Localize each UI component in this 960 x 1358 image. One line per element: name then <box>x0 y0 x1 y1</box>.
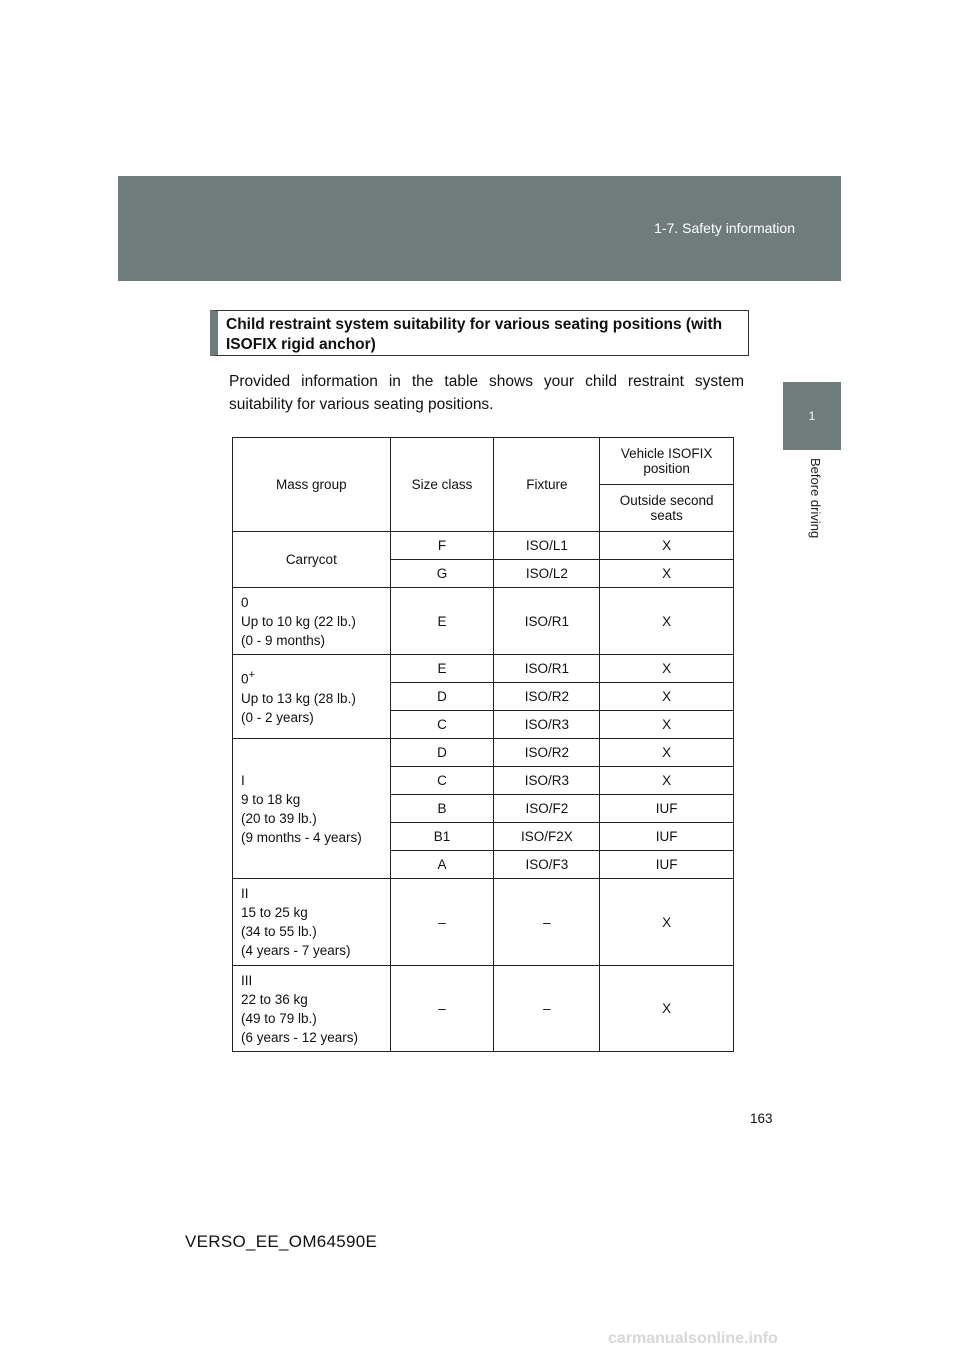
position-cell: X <box>600 683 734 711</box>
fixture-cell: ISO/R2 <box>494 683 600 711</box>
position-cell: X <box>600 767 734 795</box>
watermark: carmanualsonline.info <box>608 1330 778 1347</box>
position-cell: X <box>600 966 734 1052</box>
size-class-cell: E <box>390 655 494 683</box>
mass-group-cell: 0 Up to 10 kg (22 lb.) (0 - 9 months) <box>233 588 391 655</box>
page-number: 163 <box>750 1111 773 1126</box>
mass-group-main: 0 <box>241 671 249 687</box>
mass-group-cell: Carrycot <box>233 532 391 588</box>
position-cell: X <box>600 560 734 588</box>
section-heading: Child restraint system suitability for various seating positions (with ISOFIX rigid anchor) <box>210 310 749 356</box>
chapter-tab[interactable]: 1 <box>783 382 841 450</box>
position-cell: X <box>600 711 734 739</box>
table-row <box>233 966 734 1052</box>
size-class-cell: A <box>390 851 494 879</box>
header-fixture: Fixture <box>494 438 600 532</box>
mass-group-sup: + <box>248 669 256 682</box>
table-row <box>233 655 734 683</box>
size-class-cell: D <box>390 683 494 711</box>
chapter-label: Before driving <box>808 458 823 539</box>
fixture-cell: ISO/R1 <box>494 588 600 655</box>
position-cell: X <box>600 532 734 560</box>
mass-group-cell: III 22 to 36 kg (49 to 79 lb.) (6 years - 12 years) <box>233 966 391 1052</box>
position-cell: X <box>600 879 734 966</box>
size-class-cell: G <box>390 560 494 588</box>
intro-paragraph: Provided information in the table shows your child restraint system suitability for various seating positions. <box>229 373 744 413</box>
fixture-cell: ISO/F3 <box>494 851 600 879</box>
mass-group-cell: II 15 to 25 kg (34 to 55 lb.) (4 years - 7 years) <box>233 879 391 966</box>
fixture-cell: – <box>494 879 600 966</box>
fixture-cell: ISO/L2 <box>494 560 600 588</box>
size-class-cell: – <box>390 879 494 966</box>
section-title-header: 1-7. Safety information <box>654 220 795 236</box>
header-vehicle-position: Vehicle ISOFIX position <box>600 438 734 485</box>
position-cell: IUF <box>600 795 734 823</box>
document-code: VERSO_EE_OM64590E <box>185 1232 378 1251</box>
mass-group-cell: I 9 to 18 kg (20 to 39 lb.) (9 months - 4 years) <box>233 739 391 879</box>
fixture-cell: ISO/R3 <box>494 767 600 795</box>
size-class-cell: B1 <box>390 823 494 851</box>
size-class-cell: – <box>390 966 494 1052</box>
position-cell: X <box>600 655 734 683</box>
fixture-cell: ISO/F2 <box>494 795 600 823</box>
mass-group-detail: Up to 13 kg (28 lb.) (0 - 2 years) <box>241 690 356 725</box>
position-cell: X <box>600 739 734 767</box>
size-class-cell: C <box>390 711 494 739</box>
size-class-cell: C <box>390 767 494 795</box>
size-class-cell: F <box>390 532 494 560</box>
position-cell: IUF <box>600 823 734 851</box>
table-header-row <box>233 438 734 485</box>
header-size-class: Size class <box>390 438 494 532</box>
fixture-cell: – <box>494 966 600 1052</box>
fixture-cell: ISO/R1 <box>494 655 600 683</box>
size-class-cell: D <box>390 739 494 767</box>
fixture-cell: ISO/L1 <box>494 532 600 560</box>
table-row <box>233 532 734 560</box>
fixture-cell: ISO/R2 <box>494 739 600 767</box>
isofix-suitability-table <box>232 437 734 1052</box>
header-band <box>118 176 841 281</box>
size-class-cell: B <box>390 795 494 823</box>
fixture-cell: ISO/F2X <box>494 823 600 851</box>
table-row <box>233 739 734 767</box>
position-cell: IUF <box>600 851 734 879</box>
size-class-cell: E <box>390 588 494 655</box>
position-cell: X <box>600 588 734 655</box>
table-row <box>233 588 734 655</box>
fixture-cell: ISO/R3 <box>494 711 600 739</box>
mass-group-cell <box>233 655 391 739</box>
header-outside-second-seats: Outside second seats <box>600 485 734 532</box>
table-row <box>233 879 734 966</box>
header-mass-group: Mass group <box>233 438 391 532</box>
